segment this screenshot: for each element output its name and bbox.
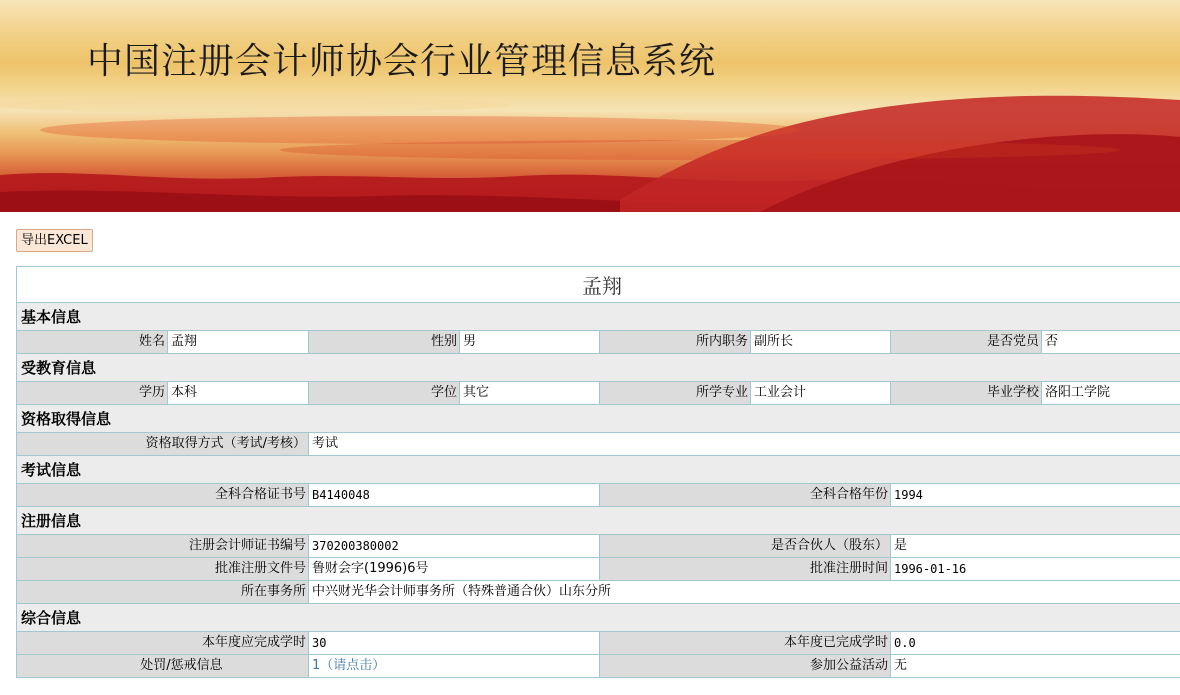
completed-hours-label: 本年度已完成学时 [600,632,891,654]
major-value: 工业会计 [751,382,891,404]
exam-year-value: 1994 [891,484,1180,506]
penalty-link[interactable]: 1（请点击） [312,658,386,673]
table-row [17,484,1180,507]
approval-date-label: 批准注册时间 [600,558,891,580]
qualification-method-label: 资格取得方式（考试/考核） [17,433,309,455]
section-education-info: 受教育信息 [17,354,1180,382]
section-registration-info: 注册信息 [17,507,1180,535]
table-row [17,433,1180,456]
table-row [17,558,1180,581]
partner-value: 是 [891,535,1180,557]
header-banner [0,0,1180,212]
major-label: 所学专业 [600,382,751,404]
required-hours-value: 30 [309,632,600,654]
firm-value: 中兴财光华会计师事务所（特殊普通合伙）山东分所 [309,581,1180,603]
school-label: 毕业学校 [891,382,1042,404]
party-member-label: 是否党员 [891,331,1042,353]
degree-label: 学位 [309,382,460,404]
firm-label: 所在事务所 [17,581,309,603]
required-hours-label: 本年度应完成学时 [17,632,309,654]
completed-hours-value: 0.0 [891,632,1180,654]
section-exam-info: 考试信息 [17,456,1180,484]
name-label: 姓名 [17,331,168,353]
name-value: 孟翔 [168,331,309,353]
exam-cert-label: 全科合格证书号 [17,484,309,506]
section-general-info: 综合信息 [17,604,1180,632]
table-row [17,331,1180,354]
system-title: 中国注册会计师协会行业管理信息系统 [87,41,717,82]
position-label: 所内职务 [600,331,751,353]
penalty-value-cell [309,655,600,677]
person-name-heading: 孟翔 [17,267,1180,303]
export-excel-button[interactable]: 导出EXCEL [16,229,93,252]
party-member-value: 否 [1042,331,1180,353]
cpa-cert-no-label: 注册会计师证书编号 [17,535,309,557]
position-value: 副所长 [751,331,891,353]
public-welfare-value: 无 [891,655,1180,677]
school-value: 洛阳工学院 [1042,382,1180,404]
public-welfare-label: 参加公益活动 [600,655,891,677]
table-row [17,535,1180,558]
table-row [17,382,1180,405]
gender-label: 性别 [309,331,460,353]
table-row [17,632,1180,655]
approval-doc-value: 鲁财会字(1996)6号 [309,558,600,580]
banner-landscape [0,0,1180,212]
exam-year-label: 全科合格年份 [600,484,891,506]
gender-value: 男 [460,331,600,353]
table-row [17,581,1180,604]
table-row [17,655,1180,678]
person-info-table [16,266,1180,678]
exam-cert-value: B4140048 [309,484,600,506]
approval-doc-label: 批准注册文件号 [17,558,309,580]
section-qualification-info: 资格取得信息 [17,405,1180,433]
section-basic-info: 基本信息 [17,303,1180,331]
education-value: 本科 [168,382,309,404]
degree-value: 其它 [460,382,600,404]
approval-date-value: 1996-01-16 [891,558,1180,580]
partner-label: 是否合伙人（股东） [600,535,891,557]
education-label: 学历 [17,382,168,404]
cpa-cert-no-value: 370200380002 [309,535,600,557]
penalty-label: 处罚/惩戒信息 [17,655,309,677]
qualification-method-value: 考试 [309,433,1180,455]
